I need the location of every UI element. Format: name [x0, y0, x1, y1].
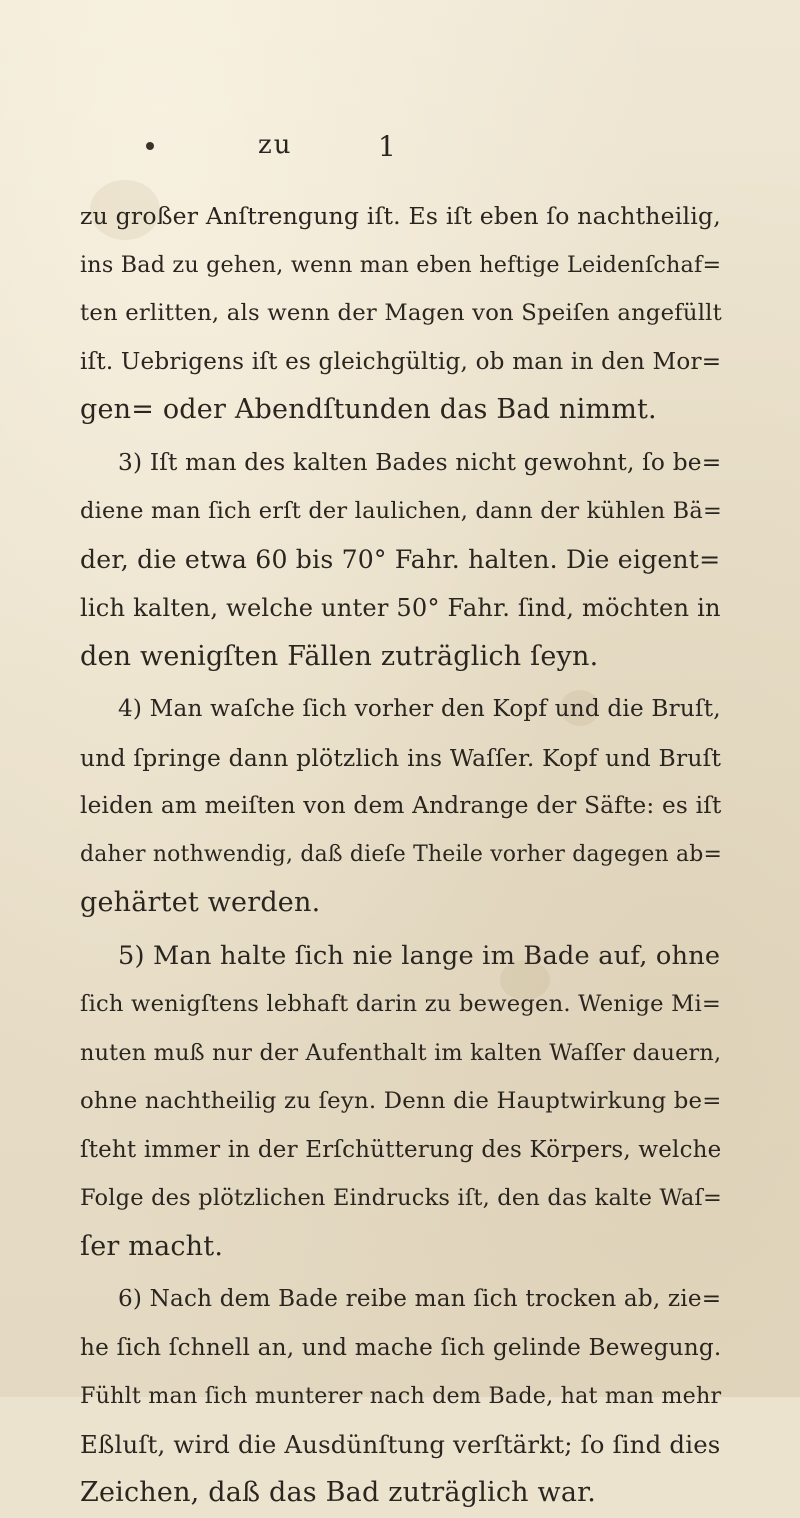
body-text: [80, 192, 723, 1518]
text-line: ſich wenigſtens lebhaft darin zu bewegen. Wenige Mi=: [80, 991, 722, 1017]
text-line: gehärtet werden.: [80, 887, 321, 918]
text-line: ſteht immer in der Erſchütterung des Körpers, welche: [80, 1136, 722, 1163]
text-line: ins Bad zu gehen, wenn man eben heftige Leidenſchaf=: [80, 251, 722, 278]
text-line: 3) Iſt man des kalten Bades nicht gewohnt, ſo be=: [118, 448, 722, 476]
text-line: leiden am meiſten von dem Andrange der Säfte: es iſt: [80, 792, 722, 819]
text-line: der, die etwa 60 bis 70° Fahr. halten. Die eigent=: [80, 544, 721, 574]
text-line: ſer macht.: [80, 1230, 224, 1262]
text-line: lich kalten, welche unter 50° Fahr. ſind, möchten in: [80, 594, 721, 622]
text-line: 4) Man waſche ſich vorher den Kopf und die Bruſt,: [118, 696, 721, 722]
text-line: 5) Man halte ſich nie lange im Bade auf, ohne: [118, 940, 721, 971]
text-line: 6) Nach dem Bade reibe man ſich trocken ab, zie=: [118, 1286, 722, 1312]
paragraph: [80, 1275, 720, 1518]
text-line: zu großer Anſtrengung iſt. Es iſt eben ſo nachtheilig,: [80, 202, 721, 230]
text-line: he ſich ſchnell an, und mache ſich gelinde Bewegung.: [80, 1334, 722, 1361]
text-line: Fühlt man ſich munterer nach dem Bade, hat man mehr: [80, 1383, 722, 1409]
text-line: Folge des plötzlichen Eindrucks iſt, den das kalte Waſ=: [80, 1185, 722, 1211]
text-line: den wenigſten Fällen zuträglich ſeyn.: [80, 640, 599, 672]
text-line: Eßluſt, wird die Ausdünſtung verſtärkt; ſo ſind dies: [80, 1429, 721, 1459]
text-line: gen= oder Abendſtunden das Bad nimmt.: [80, 394, 657, 425]
text-line: iſt. Uebrigens iſt es gleichgültig, ob man in den Mor=: [80, 348, 722, 375]
text-line: diene man ſich erſt der laulichen, dann der kühlen Bä=: [80, 498, 723, 524]
text-line: ten erlitten, als wenn der Magen von Speiſen angefüllt: [80, 300, 722, 326]
ink-mark: [146, 142, 154, 150]
text-line: daher nothwendig, daß dieſe Theile vorher dagegen ab=: [80, 841, 723, 867]
paragraph: [80, 439, 723, 682]
paragraph: [80, 932, 720, 1272]
signature-mark: zu: [258, 130, 293, 160]
text-line: Zeichen, daß das Bad zuträglich war.: [80, 1477, 597, 1508]
page-number: 1: [378, 130, 396, 163]
paragraph: [80, 192, 720, 435]
paragraph: [80, 685, 723, 928]
page-header: [0, 128, 800, 168]
text-line: ohne nachtheilig zu ſeyn. Denn die Hauptwirkung be=: [80, 1088, 722, 1114]
text-line: und ſpringe dann plötzlich ins Waſſer. Kopf und Bruſt: [80, 743, 722, 772]
text-line: nuten muß nur der Aufenthalt im kalten Waſſer dauern,: [80, 1039, 722, 1066]
